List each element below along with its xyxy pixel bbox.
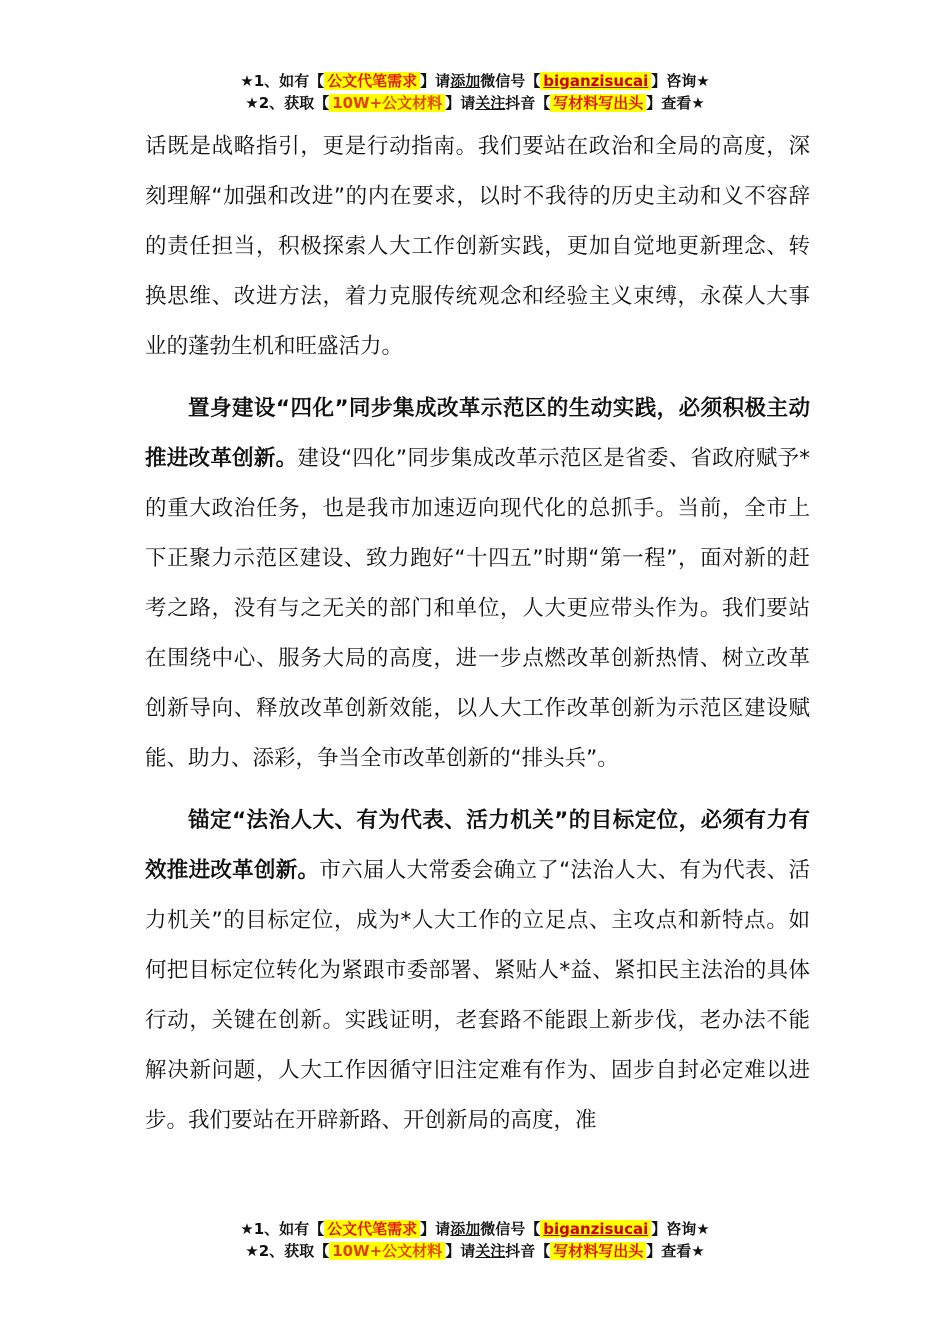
ghostwriting-tag: 公文代笔需求 bbox=[324, 72, 420, 90]
footer-ghostwriting-tag: 公文代笔需求 bbox=[324, 1220, 420, 1238]
wechat-id-link[interactable]: biganzisucai bbox=[540, 72, 651, 90]
footer-douyin-account-tag: 写材料写出头 bbox=[550, 1242, 646, 1260]
materials-tag: 10W+公文材料 bbox=[329, 94, 445, 112]
douyin-account-tag: 写材料写出头 bbox=[550, 94, 646, 112]
paragraph-2: 置身建设“四化”同步集成改革示范区的生动实践，必须积极主动推进改革创新。建设“四化”同步集成改革示范区是省委、省政府赋予*的重大政治任务，也是我市加速迈向现代化的总抓手。当前，全市上下正聚力示范区建设、致力跑好“十四五”时期“第一程”，面对新的赶考之路，没有与之无关的部门和单位，人大更应带头作为。我们要站在围绕中心、服务大局的高度，进一步点燃改革创新热情、树立改革创新导向、释放改革创新效能，以人大工作改革创新为示范区建设赋能、助力、添彩，争当全市改革创新的“排头兵”。 bbox=[145, 396, 810, 771]
paragraph-2-heading: 置身建设“四化”同步集成改革示范区的生动实践，必须积极主动推进改革创新。 bbox=[145, 396, 810, 471]
document-body bbox=[145, 122, 810, 1146]
header-banner bbox=[0, 70, 950, 114]
paragraph-3: 锚定“法治人大、有为代表、活力机关”的目标定位，必须有力有效推进改革创新。市六届人大常委会确立了“法治人大、有为代表、活力机关”的目标定位，成为*人大工作的立足点、主攻点和新特点。如何把目标定位转化为紧跟市委部署、紧贴人*益、紧扣民主法治的具体行动，关键在创新。实践证明，老套路不能跟上新步伐，老办法不能解决新问题，人大工作因循守旧注定难有作为、固步自封必定难以进步。我们要站在开辟新路、开创新局的高度，准 bbox=[145, 808, 810, 1133]
paragraph-3-heading: 锚定“法治人大、有为代表、活力机关”的目标定位，必须有力有效推进改革创新。 bbox=[145, 808, 810, 883]
banner-line-2: ★2、获取【 10W+公文材料 】请关注抖音【 写材料写出头 】查看★ bbox=[245, 94, 705, 112]
footer-materials-tag: 10W+公文材料 bbox=[329, 1242, 445, 1260]
footer-wechat-id-link[interactable]: biganzisucai bbox=[540, 1220, 651, 1238]
footer-line-1: ★1、如有【 公文代笔需求 】请添加微信号【 biganzisucai 】咨询★ bbox=[240, 1220, 710, 1238]
banner-line-1: ★1、如有【 公文代笔需求 】请添加微信号【 biganzisucai 】咨询★ bbox=[240, 72, 710, 90]
footer-banner bbox=[0, 1218, 950, 1262]
footer-line-2: ★2、获取【 10W+公文材料 】请关注抖音【 写材料写出头 】查看★ bbox=[245, 1242, 705, 1260]
paragraph-1: 话既是战略指引，更是行动指南。我们要站在政治和全局的高度，深刻理解“加强和改进”的内在要求，以时不我待的历史主动和义不容辞的责任担当，积极探索人大工作创新实践，更加自觉地更新理念、转换思维、改进方法，着力克服传统观念和经验主义束缚，永葆人大事业的蓬勃生机和旺盛活力。 bbox=[145, 134, 810, 359]
